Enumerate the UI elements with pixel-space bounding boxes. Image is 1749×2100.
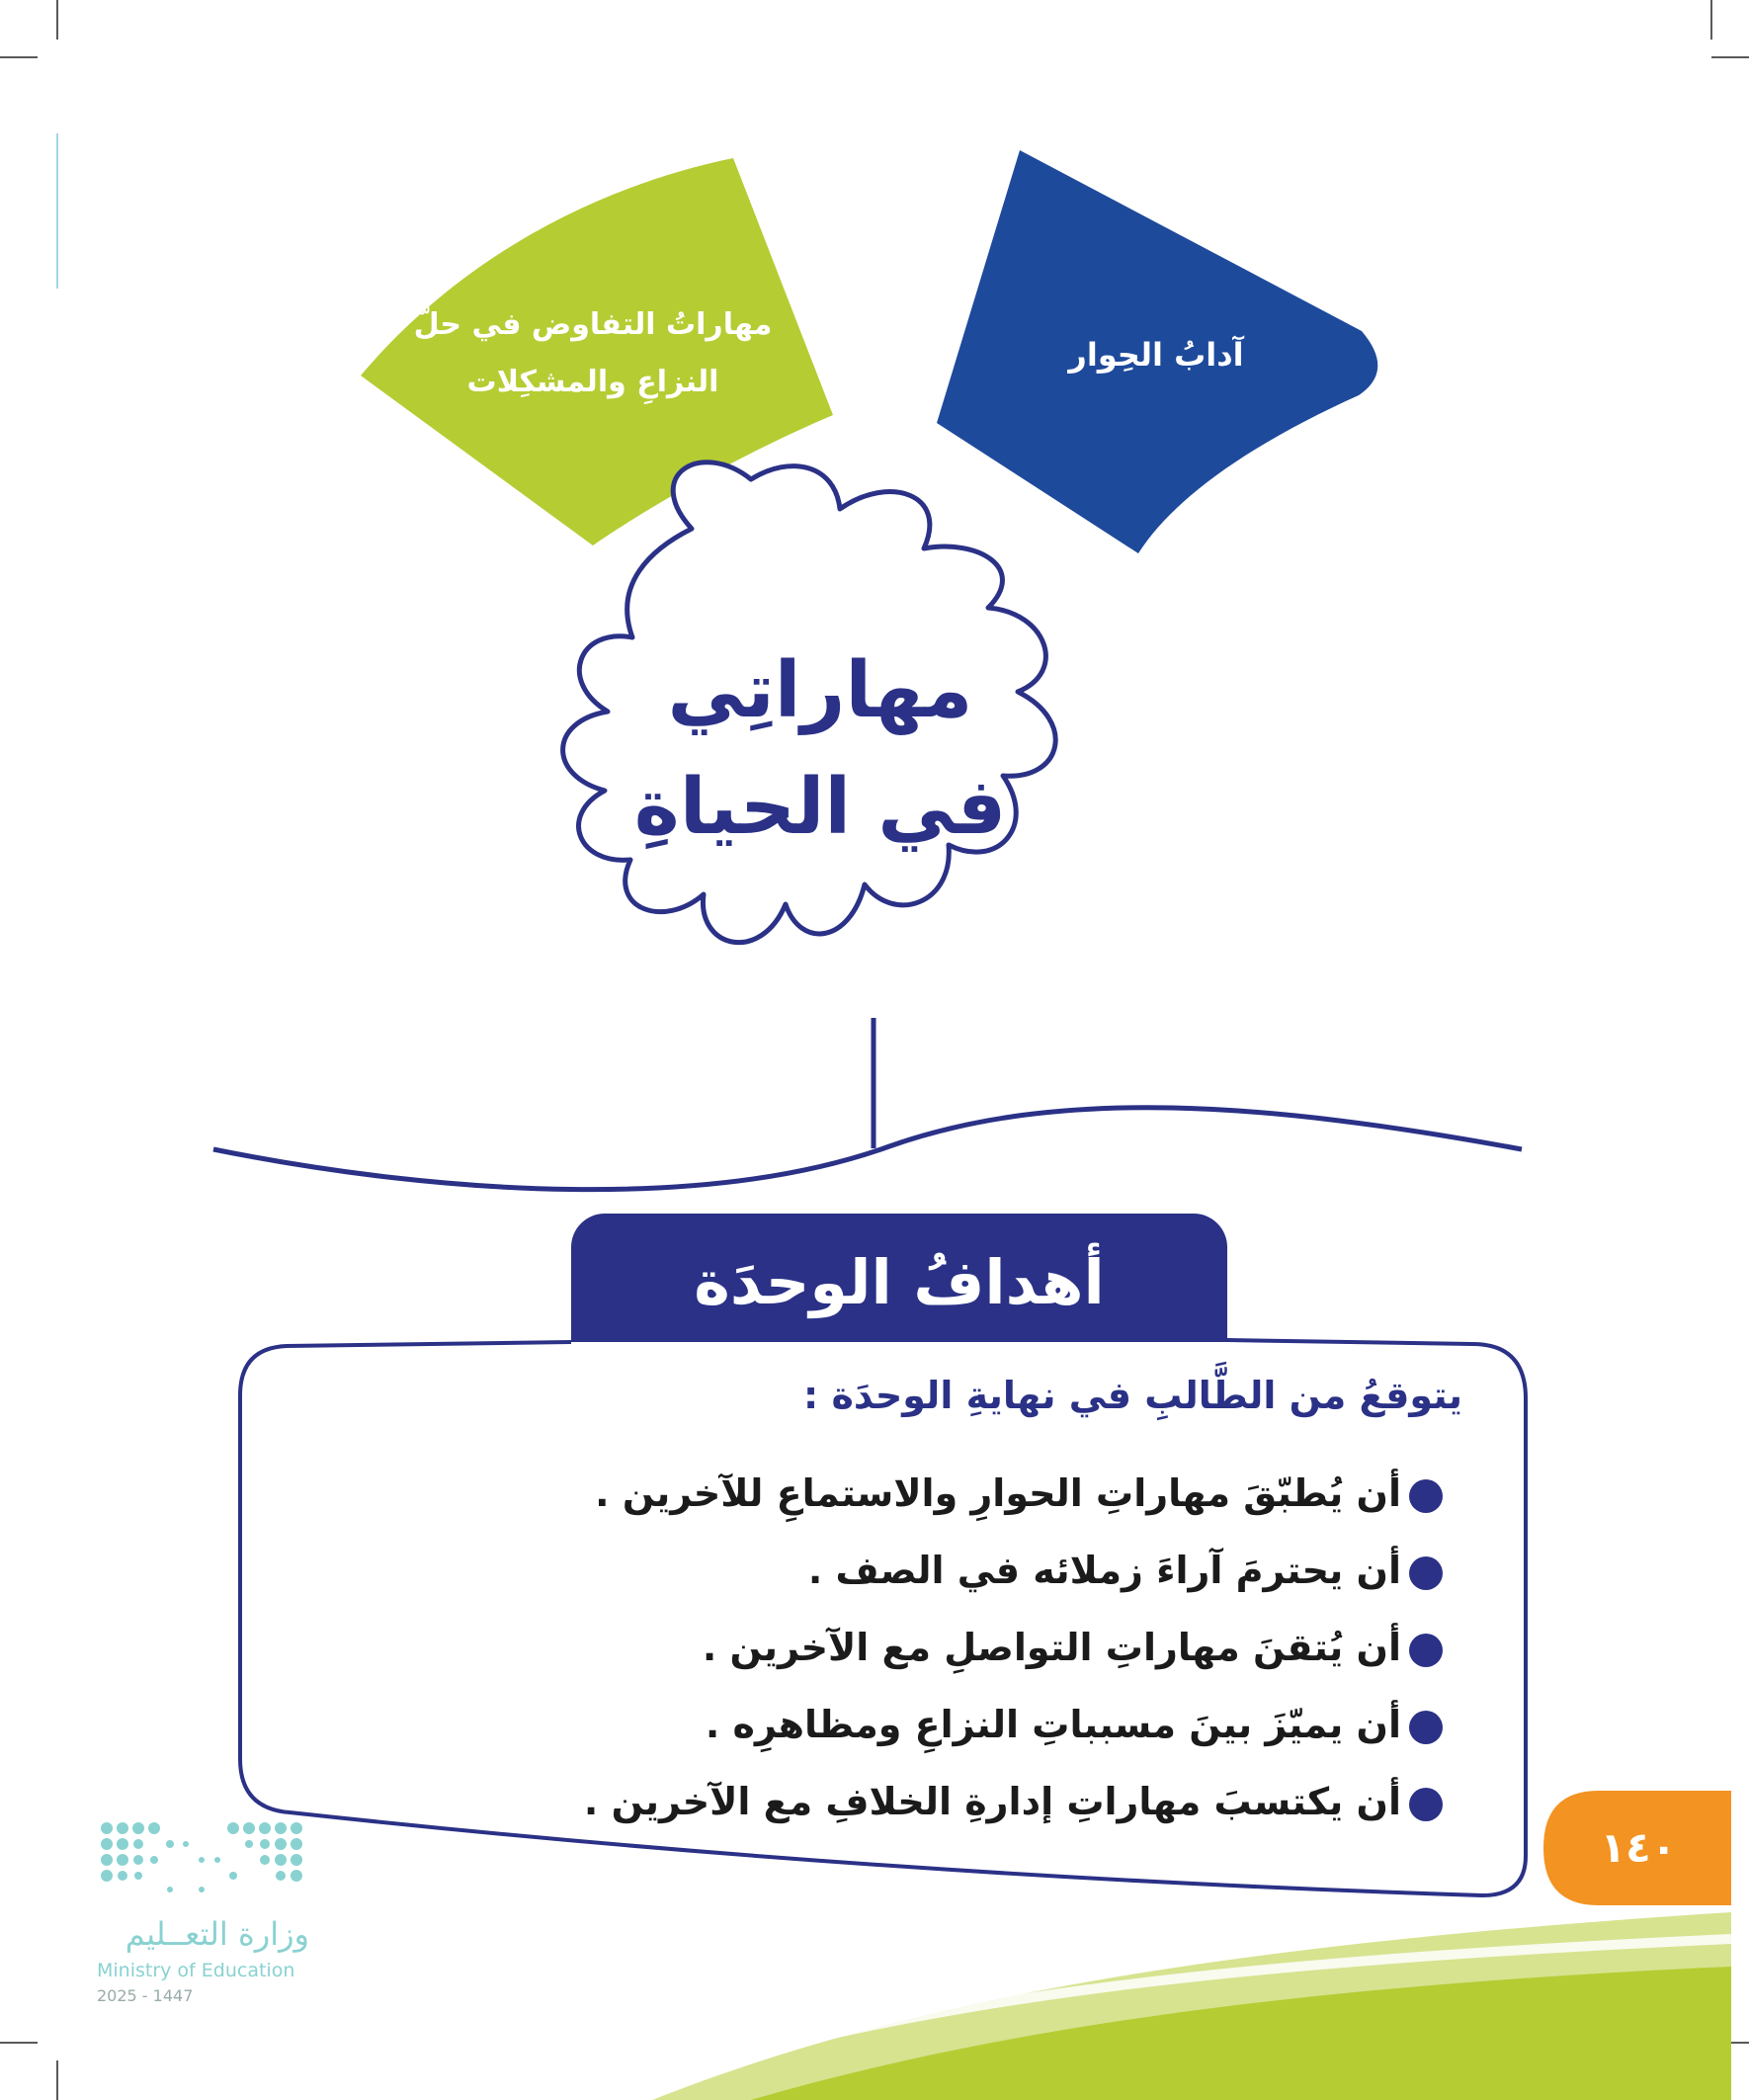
goal-text: أن يميّزَ بينَ مسبباتِ النزاعِ ومظاهرِه . <box>705 1703 1401 1746</box>
unit-title-line1: مهاراتِي <box>667 646 973 735</box>
goal-text: أن يُطبّقَ مهاراتِ الحوارِ والاستماعِ للآخرين . <box>595 1471 1401 1515</box>
goal-text: أن يحترمَ آراءَ زملائه في الصف . <box>807 1549 1401 1592</box>
page-number: ١٤٠ <box>1600 1823 1677 1872</box>
petal-green-label <box>395 296 791 411</box>
bullet-icon <box>1409 1711 1443 1744</box>
list-item <box>356 1538 1443 1615</box>
unit-title <box>593 632 1047 866</box>
goal-text: أن يكتسبَ مهاراتِ إدارةِ الخلافِ مع الآخرين . <box>583 1780 1401 1823</box>
ministry-name-english: Ministry of Education <box>97 1960 295 1981</box>
list-item <box>356 1692 1443 1769</box>
bullet-icon <box>1409 1788 1443 1821</box>
list-item <box>356 1461 1443 1538</box>
list-item <box>356 1769 1443 1846</box>
unit-title-line2: في الحياةِ <box>633 763 1007 852</box>
ministry-year: 2025 - 1447 <box>97 1986 194 2005</box>
ministry-name-arabic: وزارة التعــليم <box>125 1915 309 1953</box>
petal-blue-label: آدابُ الحِوار <box>1068 336 1244 374</box>
goal-text: أن يُتقنَ مهاراتِ التواصلِ مع الآخرين . <box>702 1626 1401 1669</box>
ground-line <box>213 1108 1522 1190</box>
ministry-logo-icon <box>101 1822 302 1892</box>
bullet-icon <box>1409 1556 1443 1590</box>
petal-green-line1: مهاراتُ التفاوض في حلّ <box>413 307 773 342</box>
list-item <box>356 1615 1443 1692</box>
goals-list <box>356 1461 1443 1846</box>
bullet-icon <box>1409 1634 1443 1667</box>
goals-intro: يتوقعُ من الطَّالبِ في نهايةِ الوحدَة : <box>803 1374 1462 1417</box>
petal-green-line2: النزاعِ والمشكِلات <box>466 365 719 399</box>
goals-title: أهدافُ الوحدَة <box>694 1246 1105 1318</box>
bullet-icon <box>1409 1479 1443 1513</box>
